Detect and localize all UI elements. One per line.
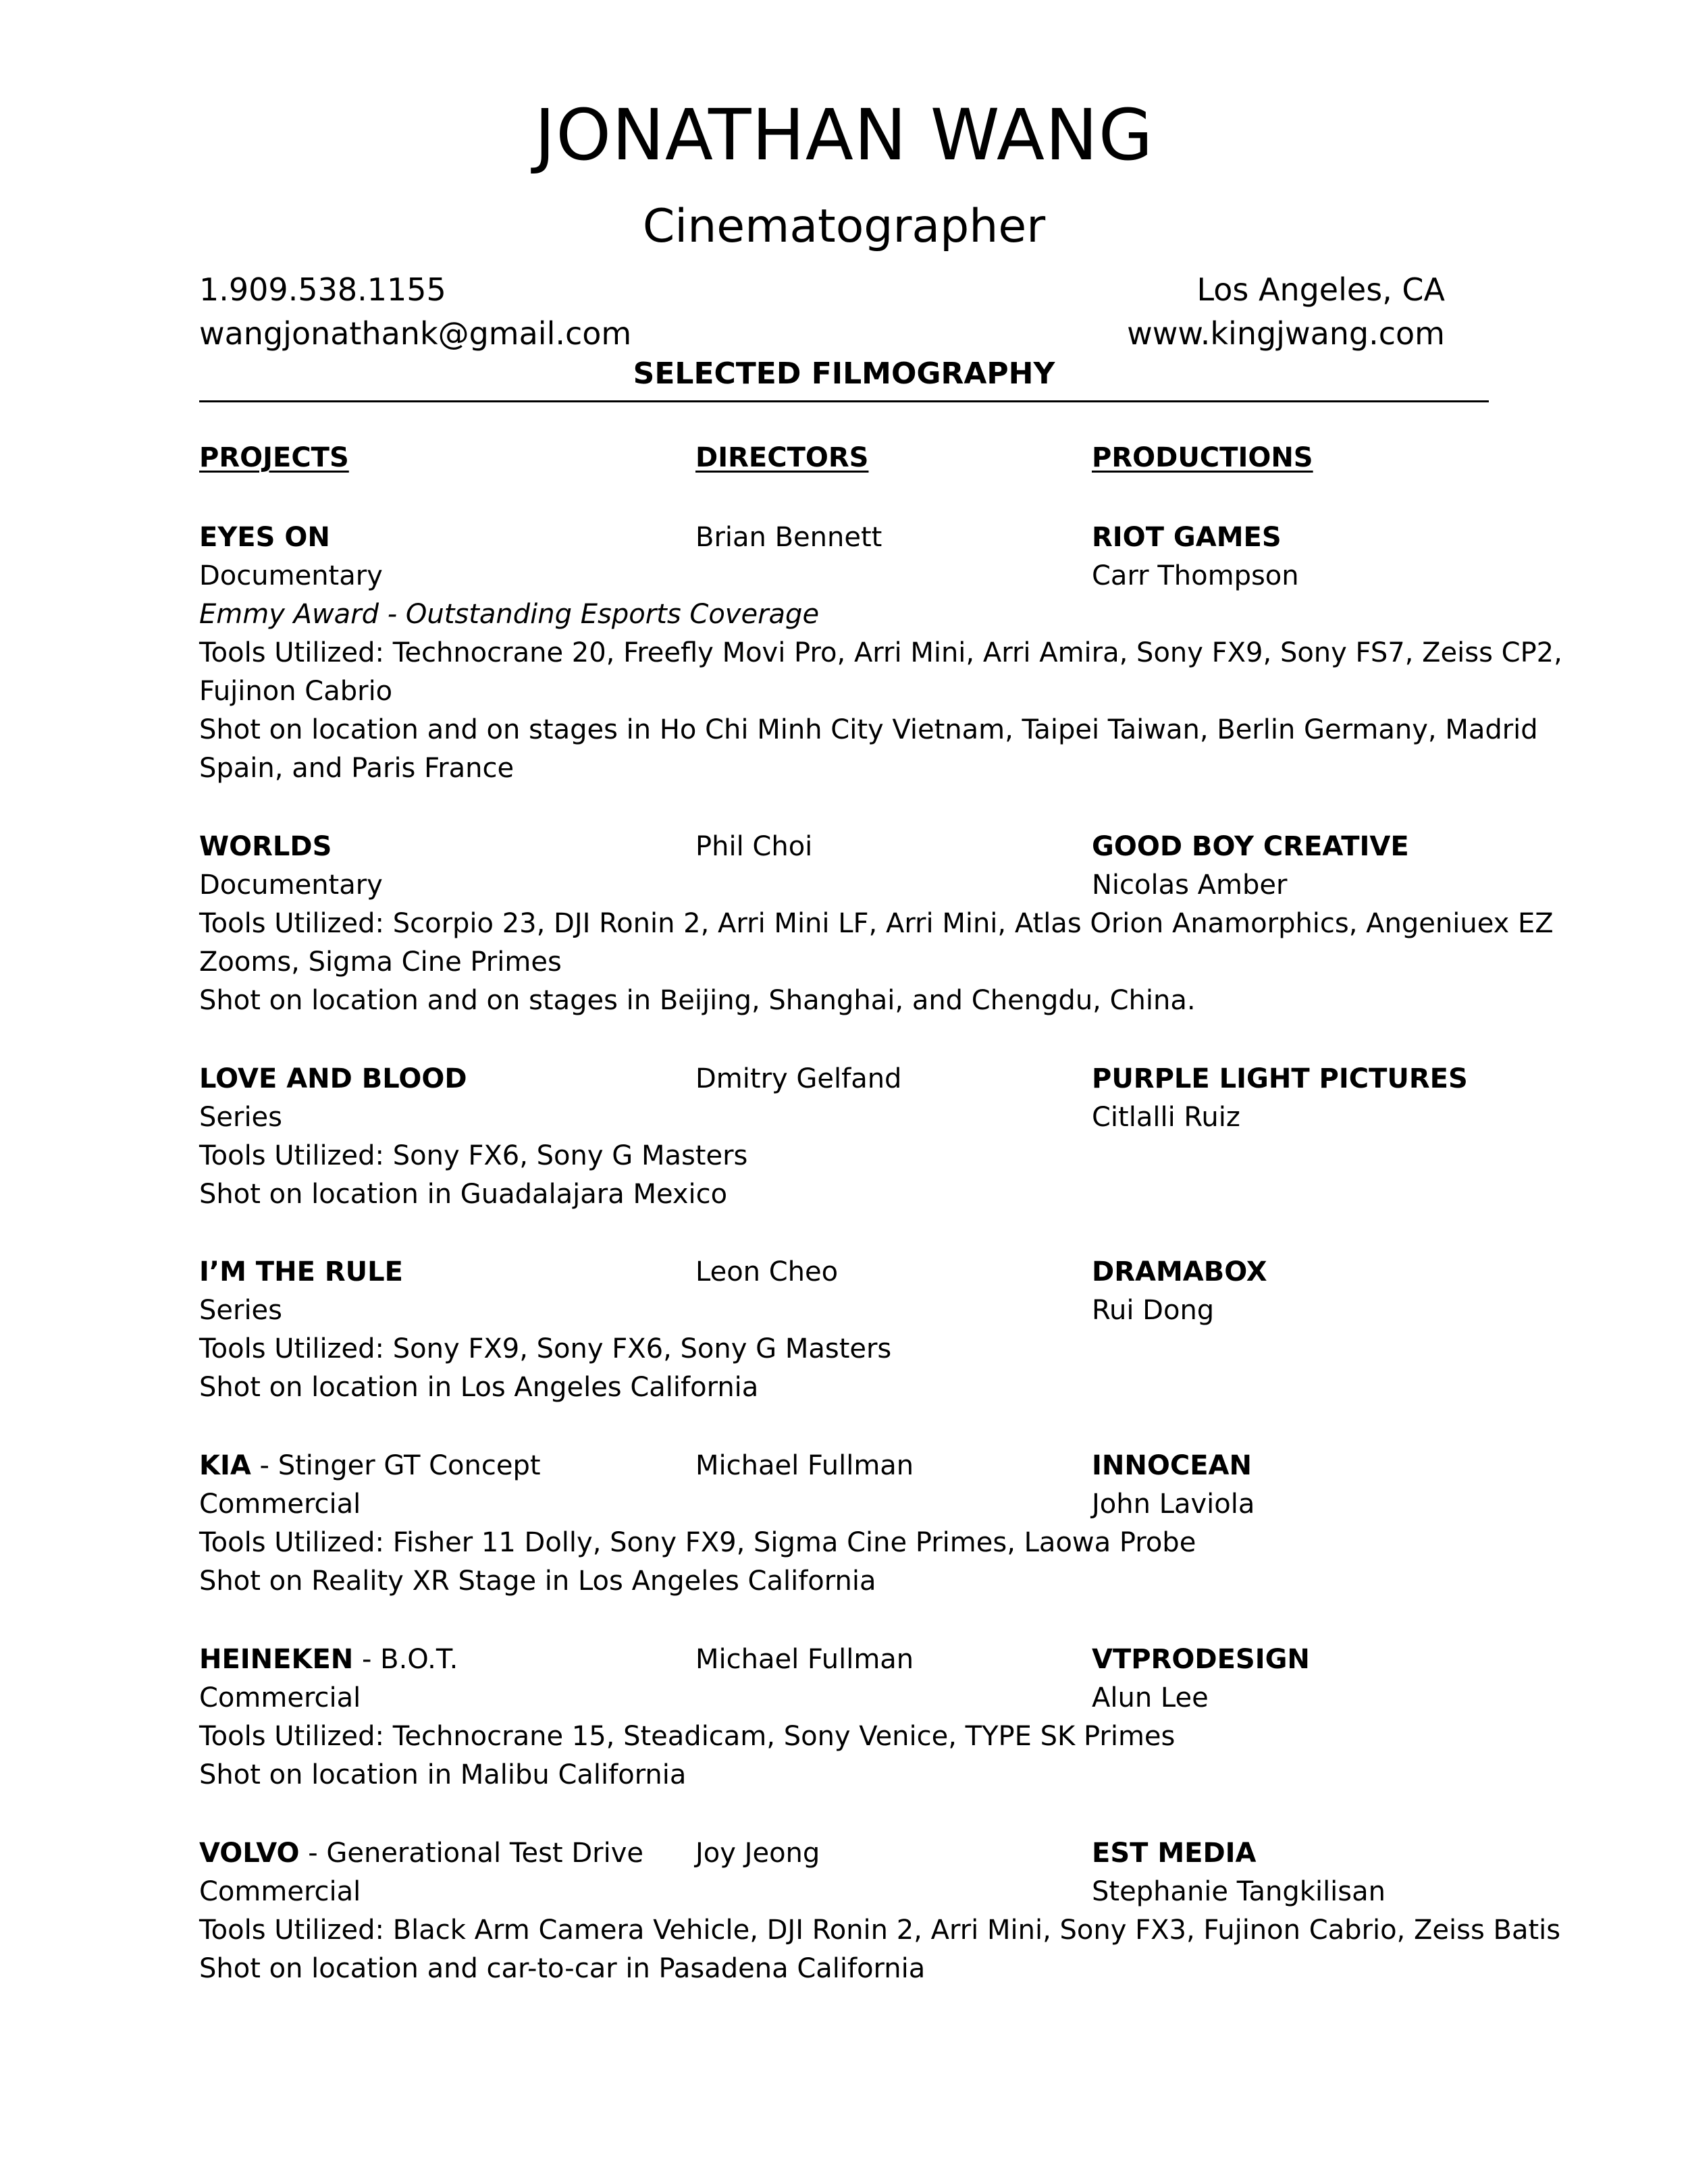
column-header-productions: PRODUCTIONS [1092, 442, 1313, 473]
project-production: RIOT GAMES [1092, 522, 1282, 553]
project-type: Series [199, 1102, 283, 1133]
project-type: Documentary [199, 870, 383, 901]
project-location: Shot on location in Malibu California [199, 1759, 687, 1790]
section-divider [199, 400, 1489, 402]
project-director: Michael Fullman [695, 1644, 914, 1675]
project-tools-continued: Zooms, Sigma Cine Primes [199, 947, 562, 978]
project-title: WORLDS [199, 831, 332, 862]
project-title: HEINEKEN [199, 1644, 354, 1675]
project-entry [199, 1834, 1561, 1988]
project-location: Shot on location in Los Angeles California [199, 1372, 759, 1403]
project-director: Joy Jeong [695, 1838, 820, 1869]
project-director: Brian Bennett [695, 522, 882, 553]
project-tools: Tools Utilized: Scorpio 23, DJI Ronin 2, Arri Mini LF, Arri Mini, Atlas Orion Anamorphics, Angeniuex EZ [199, 908, 1554, 939]
project-producer: Citlalli Ruiz [1092, 1102, 1240, 1133]
project-producer: John Laviola [1092, 1489, 1255, 1520]
project-producer: Alun Lee [1092, 1682, 1209, 1713]
project-production: GOOD BOY CREATIVE [1092, 831, 1409, 862]
project-production: PURPLE LIGHT PICTURES [1092, 1063, 1468, 1094]
project-subtitle: - Generational Test Drive [299, 1838, 643, 1869]
project-location: Shot on Reality XR Stage in Los Angeles California [199, 1566, 876, 1597]
project-subtitle: - Stinger GT Concept [250, 1450, 541, 1481]
project-type: Series [199, 1295, 283, 1326]
project-type: Documentary [199, 560, 383, 591]
project-director: Leon Cheo [695, 1256, 839, 1287]
project-location: Shot on location and on stages in Beijing, Shanghai, and Chengdu, China. [199, 985, 1196, 1016]
project-entry [199, 518, 1562, 788]
column-header-projects: PROJECTS [199, 442, 349, 473]
project-production: INNOCEAN [1092, 1450, 1252, 1481]
project-production: EST MEDIA [1092, 1838, 1257, 1869]
project-producer: Nicolas Amber [1092, 870, 1288, 901]
project-location-continued: Spain, and Paris France [199, 753, 515, 784]
project-tools: Tools Utilized: Black Arm Camera Vehicle, DJI Ronin 2, Arri Mini, Sony FX3, Fujinon Cabrio, Zeiss Batis [199, 1915, 1561, 1946]
project-tools-continued: Fujinon Cabrio [199, 676, 393, 707]
project-producer: Stephanie Tangkilisan [1092, 1876, 1386, 1907]
project-entry [199, 1253, 1496, 1407]
project-location: Shot on location and car-to-car in Pasadena California [199, 1953, 926, 1984]
project-subtitle: - B.O.T. [353, 1644, 458, 1675]
project-title-line [199, 518, 330, 557]
project-entry [199, 828, 1554, 1020]
section-title: SELECTED FILMOGRAPHY [633, 356, 1055, 391]
project-title: EYES ON [199, 522, 330, 553]
project-entry [199, 1641, 1496, 1794]
project-entry [199, 1060, 1496, 1214]
phone-number: 1.909.538.1155 [199, 271, 446, 308]
project-production: DRAMABOX [1092, 1256, 1267, 1287]
name-heading: JONATHAN WANG [534, 94, 1154, 176]
project-type: Commercial [199, 1489, 361, 1520]
project-producer: Rui Dong [1092, 1295, 1215, 1326]
project-title: KIA [199, 1450, 251, 1481]
project-location: Shot on location and on stages in Ho Chi Minh City Vietnam, Taipei Taiwan, Berlin Germany, Madrid [199, 714, 1538, 745]
project-location: Shot on location in Guadalajara Mexico [199, 1179, 728, 1210]
website-link[interactable]: www.kingjwang.com [1127, 315, 1445, 352]
project-title: LOVE AND BLOOD [199, 1063, 467, 1094]
project-tools: Tools Utilized: Sony FX9, Sony FX6, Sony G Masters [199, 1333, 892, 1364]
project-production: VTPRODESIGN [1092, 1644, 1310, 1675]
project-type: Commercial [199, 1682, 361, 1713]
project-entry [199, 1447, 1496, 1601]
project-director: Michael Fullman [695, 1450, 914, 1481]
role-subtitle: Cinematographer [642, 200, 1046, 253]
column-header-directors: DIRECTORS [695, 442, 869, 473]
project-tools: Tools Utilized: Sony FX6, Sony G Masters [199, 1140, 748, 1171]
project-title: VOLVO [199, 1838, 300, 1869]
project-title: I’M THE RULE [199, 1256, 403, 1287]
location: Los Angeles, CA [1196, 271, 1445, 308]
project-tools: Tools Utilized: Technocrane 15, Steadicam, Sony Venice, TYPE SK Primes [199, 1721, 1176, 1752]
project-tools: Tools Utilized: Technocrane 20, Freefly Movi Pro, Arri Mini, Arri Amira, Sony FX9, Sony FS7, Zeiss CP2, [199, 637, 1562, 668]
email-address[interactable]: wangjonathank@gmail.com [199, 315, 632, 352]
project-producer: Carr Thompson [1092, 560, 1299, 591]
project-type: Commercial [199, 1876, 361, 1907]
project-award: Emmy Award - Outstanding Esports Coverage [199, 599, 820, 630]
project-tools: Tools Utilized: Fisher 11 Dolly, Sony FX9, Sigma Cine Primes, Laowa Probe [199, 1527, 1196, 1558]
project-director: Dmitry Gelfand [695, 1063, 902, 1094]
project-director: Phil Choi [695, 831, 813, 862]
